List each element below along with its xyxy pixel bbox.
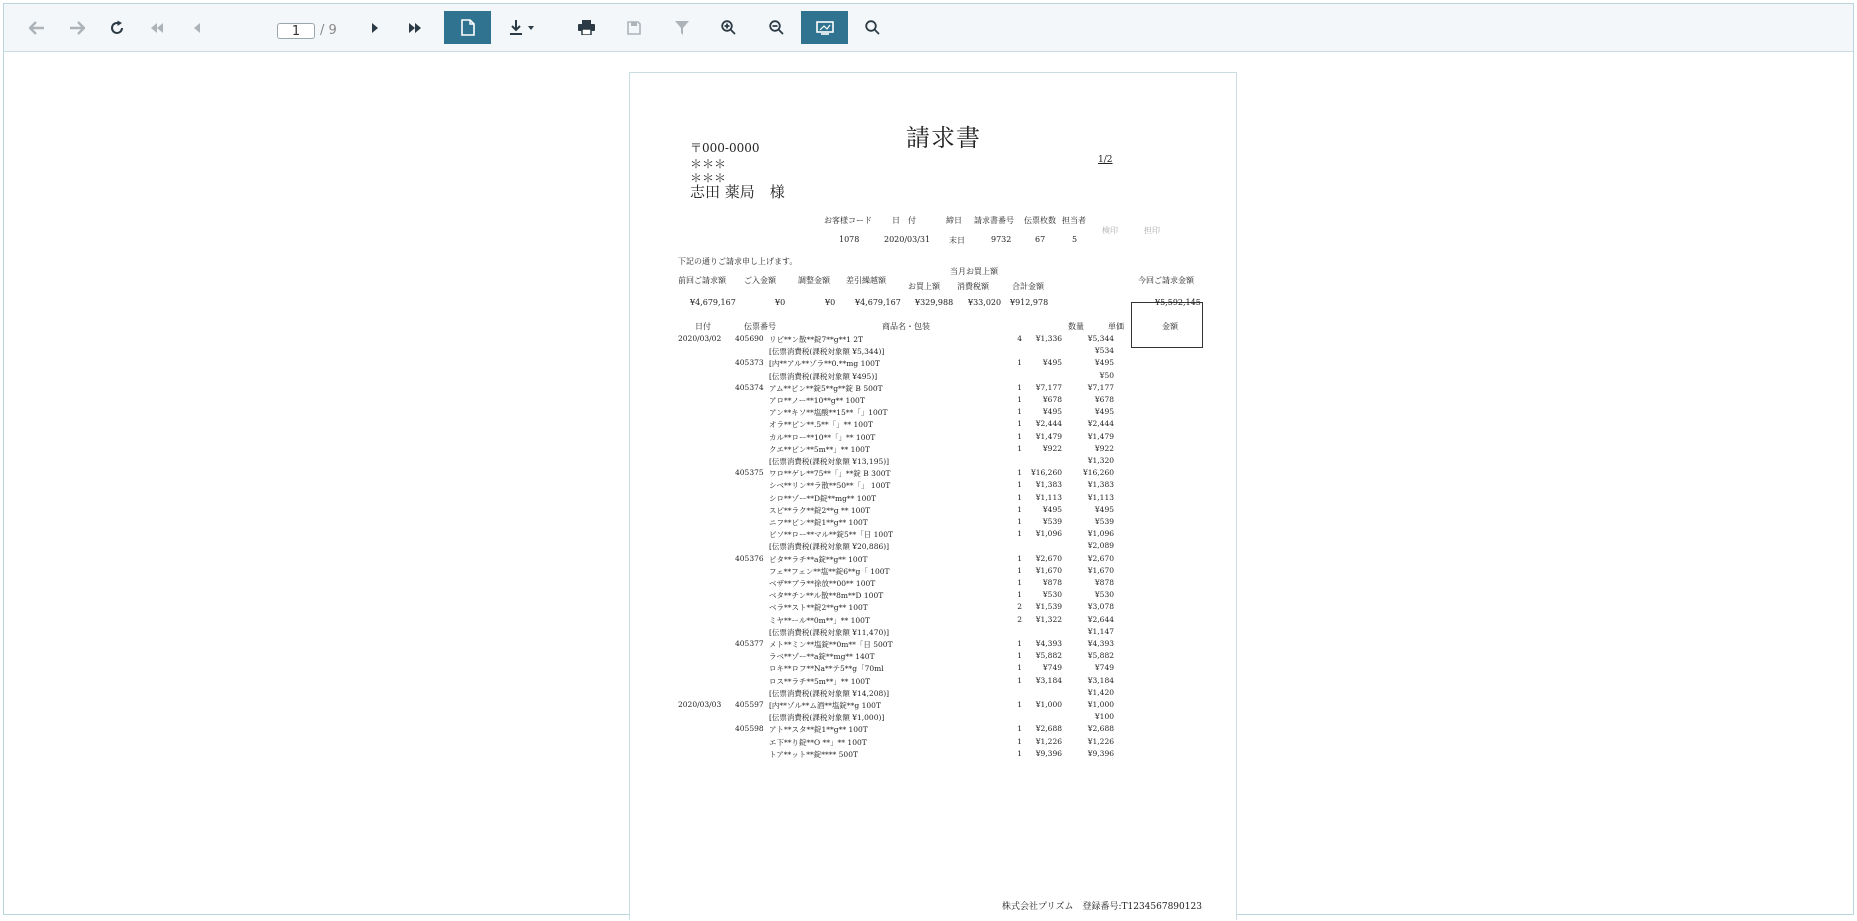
cell-amount: ¥50 bbox=[1099, 370, 1114, 380]
cell-qty: 1 bbox=[1017, 553, 1022, 563]
address-line: ＊＊＊ bbox=[690, 157, 727, 171]
cell-item: ベラ**スト**錠2**g** 100T bbox=[769, 603, 868, 613]
zoom-out-icon[interactable] bbox=[764, 11, 788, 44]
cell-item: アロ**ノー**10**g** 100T bbox=[769, 396, 865, 405]
cell-amount: ¥495 bbox=[1094, 504, 1114, 514]
cell-amount: ¥1,096 bbox=[1087, 529, 1114, 539]
cell-item: トア**ット**錠**** 500T bbox=[769, 749, 858, 759]
cell-item: エ下**り錠**O **」** 100T bbox=[769, 737, 867, 747]
cell-price: ¥495 bbox=[1042, 358, 1062, 368]
summary-header: 調整金額 bbox=[798, 276, 830, 285]
cell-price: ¥749 bbox=[1042, 663, 1062, 673]
print-icon[interactable] bbox=[574, 11, 598, 44]
cell-price: ¥2,688 bbox=[1035, 724, 1062, 734]
info-value: 末日 bbox=[949, 236, 965, 245]
cell-price: ¥1,670 bbox=[1035, 565, 1062, 575]
cell-amount: ¥2,089 bbox=[1087, 541, 1114, 551]
cell-amount: ¥2,688 bbox=[1087, 724, 1114, 734]
cell-amount: ¥878 bbox=[1094, 578, 1114, 587]
cell-qty: 1 bbox=[1017, 443, 1022, 453]
cell-amount: ¥5,344 bbox=[1087, 334, 1114, 343]
cell-qty: 1 bbox=[1017, 639, 1022, 648]
cell-amount: ¥1,670 bbox=[1087, 565, 1114, 575]
cell-price: ¥2,444 bbox=[1035, 419, 1062, 429]
cell-item: アム**ピン**錠5**g**錠 B 500T bbox=[769, 383, 883, 393]
search-icon[interactable] bbox=[860, 11, 884, 44]
cell-price: ¥539 bbox=[1042, 517, 1062, 526]
stamp-label: 検印 bbox=[1102, 226, 1118, 235]
cell-price: ¥9,396 bbox=[1035, 748, 1062, 758]
summary-header: 前回ご請求額 bbox=[678, 276, 726, 285]
zoom-in-icon[interactable] bbox=[716, 11, 740, 44]
cell-qty: 1 bbox=[1017, 358, 1022, 368]
forward-icon[interactable] bbox=[66, 11, 88, 44]
cell-price: ¥1,336 bbox=[1035, 334, 1062, 343]
cell-item: オラ**ピン**.5**「」** 100T bbox=[769, 420, 873, 430]
cell-slip: 405374 bbox=[735, 382, 764, 392]
cell-price: ¥1,322 bbox=[1035, 614, 1062, 624]
cell-item: [伝票消費税(課税対象額 ¥11,470)] bbox=[769, 627, 890, 637]
intro-text: 下記の通りご請求申し上げます。 bbox=[678, 257, 798, 266]
cell-qty: 4 bbox=[1017, 334, 1022, 343]
filter-icon[interactable] bbox=[670, 11, 694, 44]
detail-header: 単価 bbox=[1108, 322, 1124, 331]
cell-amount: ¥495 bbox=[1094, 358, 1114, 368]
info-header: 伝票枚数 bbox=[1024, 216, 1056, 225]
cell-qty: 1 bbox=[1017, 431, 1022, 441]
stamp-label: 担印 bbox=[1144, 226, 1160, 235]
refresh-icon[interactable] bbox=[106, 11, 128, 44]
monitor-icon bbox=[816, 21, 834, 35]
cell-price: ¥878 bbox=[1042, 578, 1062, 587]
cell-amount: ¥4,393 bbox=[1087, 639, 1114, 648]
cell-amount: ¥3,184 bbox=[1087, 675, 1114, 685]
cell-amount: ¥1,320 bbox=[1087, 456, 1114, 465]
cell-item: ワロ**ゲレ**75**「」**錠 B 300T bbox=[769, 469, 891, 479]
cell-slip: 405377 bbox=[735, 639, 764, 648]
cell-item: アン**キソ**塩酸**15**「」100T bbox=[769, 408, 888, 418]
cell-qty: 1 bbox=[1017, 651, 1022, 661]
summary-value: ¥0 bbox=[775, 298, 786, 307]
cell-qty: 1 bbox=[1017, 590, 1022, 600]
cell-item: ビソ**ロー**マル**錠5**「日 100T bbox=[769, 530, 893, 540]
viewer-toolbar bbox=[4, 4, 1853, 52]
summary-value: ¥33,020 bbox=[968, 298, 1002, 307]
cell-slip: 405598 bbox=[735, 724, 764, 734]
cell-item: シロ**ゾー**D錠**mg** 100T bbox=[769, 493, 877, 503]
detail-header: 伝票番号 bbox=[744, 322, 776, 331]
cell-qty: 1 bbox=[1017, 565, 1022, 575]
page-indicator: 1/2 bbox=[1098, 155, 1113, 165]
cell-qty: 1 bbox=[1017, 675, 1022, 685]
cell-price: ¥4,393 bbox=[1035, 639, 1062, 648]
cell-amount: ¥678 bbox=[1094, 395, 1114, 404]
cell-item: ベザ**ブラ**徐放**00** 100T bbox=[769, 579, 876, 588]
summary-header: 消費税額 bbox=[957, 282, 989, 291]
cell-qty: 1 bbox=[1017, 663, 1022, 673]
info-header: 締日 bbox=[946, 216, 962, 225]
cell-qty: 1 bbox=[1017, 529, 1022, 539]
cell-amount: ¥5,882 bbox=[1087, 651, 1114, 661]
cell-item: [伝票消費税(課税対象額 ¥5,344)] bbox=[769, 347, 885, 357]
info-value: 2020/03/31 bbox=[884, 235, 931, 244]
summary-value: ¥5,592,145 bbox=[1155, 298, 1201, 307]
cell-item: リピ**ン散**錠7**g**1 2T bbox=[769, 335, 864, 344]
cell-qty: 1 bbox=[1017, 700, 1022, 709]
cell-qty: 1 bbox=[1017, 382, 1022, 392]
cell-price: ¥495 bbox=[1042, 504, 1062, 514]
cell-amount: ¥1,000 bbox=[1087, 700, 1114, 709]
cell-price: ¥678 bbox=[1042, 395, 1062, 404]
cell-qty: 2 bbox=[1017, 614, 1022, 624]
cell-amount: ¥1,226 bbox=[1087, 736, 1114, 746]
cell-item: シベ**リン**ラ散**50**「」 100T bbox=[769, 481, 891, 491]
cell-item: [内**ゾル**ム酒**塩錠**g 100T bbox=[769, 701, 881, 710]
cell-amount: ¥7,177 bbox=[1087, 382, 1114, 392]
cell-item: ロキ**ロフ**Na**テ5**g「70ml bbox=[769, 664, 884, 674]
cell-qty: 1 bbox=[1017, 517, 1022, 526]
summary-header: 当月お買上額 bbox=[950, 267, 998, 276]
cell-price: ¥922 bbox=[1042, 443, 1062, 453]
back-icon[interactable] bbox=[26, 11, 48, 44]
info-value: 67 bbox=[1035, 235, 1046, 244]
cell-qty: 1 bbox=[1017, 578, 1022, 587]
cell-amount: ¥1,113 bbox=[1087, 492, 1114, 502]
page-number-input[interactable]: 1 bbox=[277, 23, 315, 39]
page-total: / 9 bbox=[320, 23, 337, 38]
cell-amount: ¥100 bbox=[1094, 712, 1114, 722]
cell-item: フェ**フェン**塩**錠6**g「 100T bbox=[769, 566, 890, 576]
cell-qty: 1 bbox=[1017, 468, 1022, 478]
page-icon bbox=[461, 19, 475, 36]
cell-amount: ¥749 bbox=[1094, 663, 1114, 673]
detail-header: 商品名・包装 bbox=[882, 322, 930, 331]
cell-amount: ¥9,396 bbox=[1087, 748, 1114, 758]
info-header: 担当者 bbox=[1062, 216, 1086, 225]
cell-slip: 405690 bbox=[735, 334, 764, 343]
cell-price: ¥2,670 bbox=[1035, 553, 1062, 563]
next-page-icon[interactable] bbox=[366, 11, 384, 44]
cell-date: 2020/03/03 bbox=[678, 700, 722, 709]
summary-header: ご入金額 bbox=[744, 276, 776, 285]
cell-amount: ¥530 bbox=[1094, 590, 1114, 600]
info-value: 5 bbox=[1072, 235, 1078, 244]
cell-qty: 1 bbox=[1017, 395, 1022, 404]
summary-header: 差引繰越額 bbox=[846, 276, 886, 285]
cell-qty: 1 bbox=[1017, 480, 1022, 490]
cell-item: ピタ**ラチ**a錠**g** 100T bbox=[769, 554, 868, 564]
cell-qty: 1 bbox=[1017, 748, 1022, 758]
prev-page-icon[interactable] bbox=[188, 11, 206, 44]
info-header: お客様コード bbox=[824, 216, 872, 225]
document-page bbox=[629, 72, 1237, 920]
cell-price: ¥1,226 bbox=[1035, 736, 1062, 746]
cell-amount: ¥1,147 bbox=[1087, 626, 1114, 636]
summary-value: ¥4,679,167 bbox=[690, 298, 736, 307]
cell-price: ¥3,184 bbox=[1035, 675, 1062, 685]
info-value: 1078 bbox=[839, 235, 860, 244]
summary-value: ¥912,978 bbox=[1010, 298, 1049, 307]
cell-qty: 1 bbox=[1017, 492, 1022, 502]
first-page-icon[interactable] bbox=[146, 11, 168, 44]
cell-item: [伝票消費税(課税対象額 ¥14,208)] bbox=[769, 688, 890, 698]
cell-price: ¥1,539 bbox=[1035, 602, 1062, 612]
cell-slip: 405597 bbox=[735, 700, 764, 709]
cell-qty: 1 bbox=[1017, 736, 1022, 746]
cell-item: ニフ**ピン**錠1**g** 100T bbox=[769, 518, 868, 527]
cell-qty: 1 bbox=[1017, 504, 1022, 514]
cell-price: ¥1,113 bbox=[1035, 492, 1062, 502]
summary-value: ¥0 bbox=[825, 298, 836, 307]
cell-item: [伝票消費税(課税対象額 ¥20,886)] bbox=[769, 542, 890, 552]
cell-item: アト**スタ**錠1**g** 100T bbox=[769, 725, 868, 735]
cell-item: [内**アル**ゾラ**0.**mg 100T bbox=[769, 359, 880, 369]
cell-price: ¥7,177 bbox=[1035, 382, 1062, 392]
summary-header: 今回ご請求金額 bbox=[1138, 276, 1194, 285]
cell-item: ラベ**ゾー**a錠**mg** 140T bbox=[769, 652, 875, 662]
document-title: 請求書 bbox=[906, 124, 981, 152]
detail-header: 金額 bbox=[1162, 322, 1178, 331]
cell-amount: ¥922 bbox=[1094, 443, 1114, 453]
cell-item: [伝票消費税(課税対象額 ¥495)] bbox=[769, 371, 878, 381]
single-page-view-button[interactable] bbox=[444, 11, 491, 44]
cell-item: [伝票消費税(課税対象額 ¥1,000)] bbox=[769, 713, 885, 723]
cell-amount: ¥1,383 bbox=[1087, 480, 1114, 490]
cell-price: ¥1,000 bbox=[1035, 700, 1062, 709]
cell-price: ¥1,479 bbox=[1035, 431, 1062, 441]
cell-amount: ¥539 bbox=[1094, 517, 1114, 526]
cell-price: ¥495 bbox=[1042, 407, 1062, 417]
cell-amount: ¥495 bbox=[1094, 407, 1114, 417]
cell-item: ミヤ**ール**0m**」** 100T bbox=[769, 615, 870, 625]
cell-slip: 405373 bbox=[735, 358, 764, 368]
table-row bbox=[630, 749, 1238, 763]
cell-amount: ¥2,644 bbox=[1087, 614, 1114, 624]
summary-value: ¥329,988 bbox=[915, 298, 954, 307]
address-line: ＊＊＊ bbox=[690, 171, 727, 185]
last-page-icon[interactable] bbox=[404, 11, 426, 44]
summary-header: 合計金額 bbox=[1012, 282, 1044, 291]
cell-item: クエ**ピン**5m**」** 100T bbox=[769, 444, 870, 454]
cell-qty: 1 bbox=[1017, 419, 1022, 429]
cell-amount: ¥2,670 bbox=[1087, 553, 1114, 563]
customer-name: 志田 薬局 様 bbox=[690, 183, 785, 201]
cell-date: 2020/03/02 bbox=[678, 334, 722, 343]
cell-amount: ¥3,078 bbox=[1087, 602, 1114, 612]
cell-amount: ¥16,260 bbox=[1082, 468, 1114, 478]
cell-price: ¥1,383 bbox=[1035, 480, 1062, 490]
save-icon[interactable] bbox=[622, 11, 646, 44]
info-header: 請求書番号 bbox=[974, 216, 1014, 225]
cell-item: [伝票消費税(課税対象額 ¥13,195)] bbox=[769, 457, 890, 466]
detail-header: 日付 bbox=[695, 322, 711, 331]
cell-qty: 1 bbox=[1017, 407, 1022, 417]
summary-value: ¥4,679,167 bbox=[855, 298, 901, 307]
cell-price: ¥1,096 bbox=[1035, 529, 1062, 539]
cell-price: ¥16,260 bbox=[1030, 468, 1062, 478]
cell-item: メト**ミン**塩錠**0m**「日 500T bbox=[769, 640, 893, 649]
cell-amount: ¥2,444 bbox=[1087, 419, 1114, 429]
cell-slip: 405376 bbox=[735, 553, 764, 563]
cell-item: ベタ**チン**ル散**8m**D 100T bbox=[769, 591, 884, 601]
summary-header: お買上額 bbox=[908, 282, 940, 291]
postal-code: 〒000-0000 bbox=[690, 141, 760, 155]
cell-qty: 1 bbox=[1017, 724, 1022, 734]
cell-item: スピ**ラク**錠2**g ** 100T bbox=[769, 505, 871, 515]
cell-amount: ¥534 bbox=[1094, 346, 1114, 356]
cell-price: ¥5,882 bbox=[1035, 651, 1062, 661]
detail-header: 数量 bbox=[1068, 322, 1084, 331]
info-header: 日 付 bbox=[892, 216, 916, 225]
fit-page-button[interactable] bbox=[801, 11, 848, 44]
cell-amount: ¥1,420 bbox=[1087, 687, 1114, 697]
info-value: 9732 bbox=[991, 235, 1012, 244]
cell-amount: ¥1,479 bbox=[1087, 431, 1114, 441]
cell-price: ¥530 bbox=[1042, 590, 1062, 600]
cell-qty: 2 bbox=[1017, 602, 1022, 612]
company-footer: 株式会社プリズム 登録番号:T1234567890123 bbox=[1002, 902, 1202, 912]
cell-slip: 405375 bbox=[735, 468, 764, 478]
cell-item: カル**ロー**10**「」** 100T bbox=[769, 432, 876, 442]
download-dropdown-button[interactable] bbox=[504, 11, 542, 44]
cell-item: ロス**ラチ**5m**」** 100T bbox=[769, 676, 871, 686]
